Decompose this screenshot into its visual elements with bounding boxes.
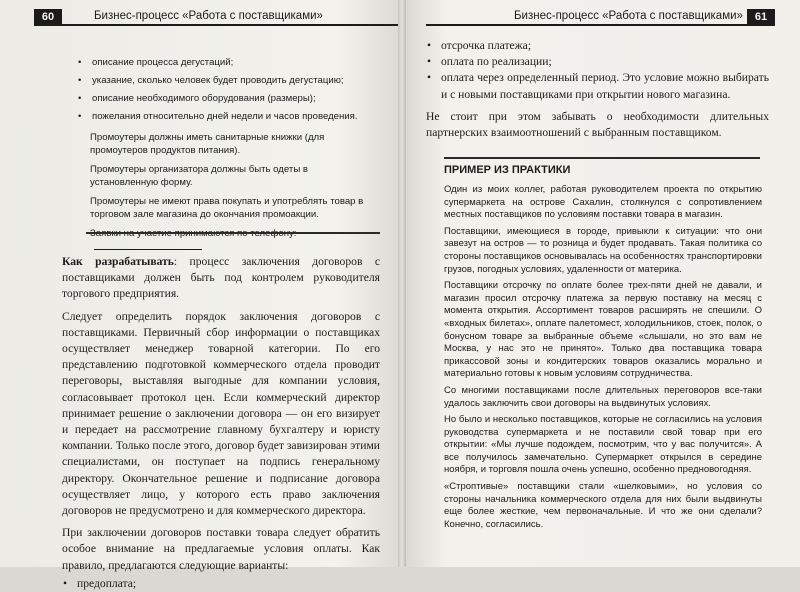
box-paragraph: Промоутеры организатора должны быть одеты в установленную форму. — [90, 164, 308, 188]
box-paragraph: Один из моих коллег, работая руководителем проекта по открытию супермаркета на острове Сахалин, столкнулся с сопротивлением местных поставщиков по условиям поставки товара в магазин. — [444, 184, 762, 221]
page-number: 61 — [747, 9, 775, 26]
box-top-rule — [444, 157, 760, 159]
box-paragraph: Со многими поставщиками после длительных переговоров все-таки удалось заключить свои договоры на выдвинутых условиях. — [444, 384, 762, 409]
payment-options-list — [62, 576, 380, 592]
phone-fill-line — [94, 240, 202, 250]
page-number: 60 — [34, 9, 62, 26]
box-paragraph: Промоутеры должны иметь санитарные книжки (для промоутеров продуктов питания). — [90, 132, 325, 156]
list-item: • пожелания относительно дней недели и часов проведения. — [77, 110, 377, 123]
body-paragraph: Не стоит при этом забывать о необходимости длительных партнерских взаимоотношений с выбранным поставщиком. — [426, 109, 769, 140]
header-rule — [62, 24, 398, 26]
right-page — [406, 0, 800, 567]
main-text — [62, 254, 380, 592]
main-text — [426, 38, 769, 141]
running-header-title: Бизнес-процесс «Работа с поставщиками» — [94, 10, 323, 22]
box-paragraph: Но было и несколько поставщиков, которые не согласились на условия руководства супермаркета и не поставили свой товар при его открытии: «Мы лучше подождем, посмотрим, что у вас получится». А все получилось замечательно. Супермаркет открылся в середине ноября, и торговля пошла очень успешно, особенно предновогодняя. — [444, 414, 762, 476]
body-paragraph: Следует определить порядок заключения договоров с поставщиками. Первичный сбор информации о поставщиках осуществляет менеджер товарной категории. По его представлению подготовкой коммерческого отдела проводит переговоры, выставляя выгодные для компании условия, согласовывает протокол цен. Если коммерческий директор принимает решение о заключении договора — он его визирует и передает на рассмотрение главному бухгалтеру и юристу компании. Только после этого, договор будет завизирован этими специалистами, он поступает на подпись генеральному директору. Окончательное решение и подписание договора осуществляет лицо, у которого есть право заключения договоров не предусмотрено и для коммерческого директора. — [62, 309, 380, 518]
list-item: • оплата через определенный период. Это условие можно выбирать и с новыми поставщиками при открытии нового магазина. — [426, 70, 769, 102]
promo-requirements-box — [77, 56, 377, 254]
list-item: • оплата по реализации; — [426, 54, 769, 70]
box-paragraph: «Строптивые» поставщики стали «шелковыми», но условия со стороны начальника коммерческого отдела для них были выдвинуты еще более жесткие, чем первоначальные. И что же они сделали? Конечно, согласились. — [444, 481, 762, 530]
list-item: • отсрочка платежа; — [426, 38, 769, 54]
right-page-header — [426, 9, 775, 26]
list-item: • указание, сколько человек будет проводить дегустацию; — [77, 74, 377, 87]
box-paragraph: Поставщики отсрочку по оплате более трех-пяти дней не давали, и магазин просил отсрочку платежа за первую поставку на месяц с момента открытия. Ассортимент товаров расширять не спешили. О «входных билетах», оплате палетомест, холодильников, стоек, полок, о бонусном товаре за выбранные объеме «слышали, но это вам не Москва, у нас это не принято». Только два поставщика товара прикассовой зоны и кондитерских товаров оказались морально и материально готовы к новым условиям сотрудничества. — [444, 280, 762, 380]
how-text: : процесс заключения договоров с поставщиками должен быть под контролем руководителя торгового предприятия. — [62, 255, 380, 301]
list-item: • описание процесса дегустаций; — [77, 56, 377, 69]
list-item: • предоплата; — [62, 576, 380, 592]
how-paragraph — [62, 254, 380, 303]
running-header-title: Бизнес-процесс «Работа с поставщиками» — [514, 10, 743, 22]
header-rule — [426, 24, 747, 26]
box-bottom-rule — [86, 232, 380, 234]
book-gutter — [398, 0, 406, 567]
body-paragraph: При заключении договоров поставки товара следует обратить особое внимание на предлагаемые условия оплаты. Как правило, предлагаются следующие варианты: — [62, 526, 380, 572]
box-paragraph: Поставщики, имеющиеся в городе, привыкли к ситуации: что они завезут на остров — то розница и будет продавать. Такая политика со стороны поставщиков основывалась на особенностях транспортировки грузов, погодных условиях, удаленности от материка. — [444, 225, 762, 275]
how-label: Как разрабатывать — [62, 255, 174, 268]
left-page — [0, 0, 398, 590]
box-paragraph: Промоутеры не имеют права покупать и употреблять товар в торговом зале магазина до окончания промоакции. — [90, 196, 364, 220]
list-item: • описание необходимого оборудования (размеры); — [77, 92, 377, 105]
practice-box-title: ПРИМЕР ИЗ ПРАКТИКИ — [444, 164, 571, 176]
practice-example-box — [444, 184, 762, 531]
box-bullet-list — [77, 56, 377, 123]
payment-options-list — [426, 38, 769, 103]
left-page-header — [34, 9, 398, 26]
